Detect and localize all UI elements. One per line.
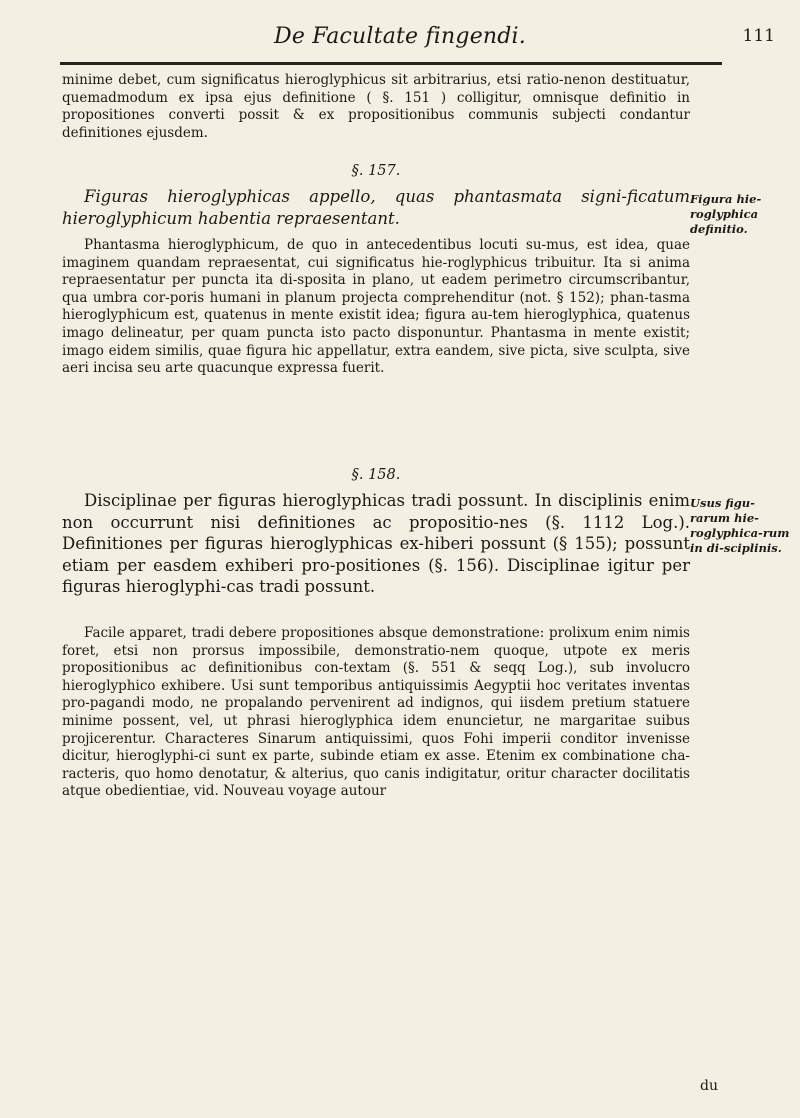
section-heading-158: §. 158. (351, 467, 401, 483)
running-title: De Facultate fingendi. (273, 24, 526, 49)
section-157-lead (62, 186, 690, 229)
margin-note-157: Figura hie-roglyphica definitio. (690, 192, 762, 236)
section-158-body (62, 625, 690, 801)
section-157-body (62, 237, 690, 378)
section-158-explanation: Facile apparet, tradi debere propositiones absque demonstratione: prolixum enim nimis foret, etsi non prorsus impossibile, demonstratio-nem quoque, utpote ex meris propositionibus ac definitionibus con-textam (§. 551 & seqq Log.), sub involucro hieroglyphico exhibere. Usi sunt temporibus antiquissimis Aegyptii hoc veritates inventas pro-pagandi modo, ne propalando pervenirent ad indignos, qui iisdem pretium statuere minime possent, vel, ut phrasi hieroglyphica idem enuncietur, ne margaritae suibus projicerentur. Characteres Sinarum antiquissimi, quos Fohi imperii conditor invenisse dicitur, hieroglyphi-ci sunt ex parte, subinde etiam ex asse. Etenim ex combinatione cha-racteris, quo homo denotatur, & alterius, quo canis indigitatur, oritur character docilitatis atque obedientiae, vid. Nouveau voyage autour (62, 625, 690, 800)
margin-note-158: Usus figu-rarum hie-roglyphica-rum in di-sciplinis. (690, 496, 790, 555)
section-heading-157: §. 157. (351, 163, 401, 179)
section-157-proposition: Figuras hieroglyphicas appello, quas phantasmata signi-ficatum hieroglyphicum habentia repraesentant. (62, 187, 690, 228)
section-158-proposition: Disciplinae per figuras hieroglyphicas tradi possunt. In disciplinis enim non occurrunt nisi definitiones ac propositio-nes (§. 1112 Log.). Definitiones per figuras hieroglyphicas ex-hiberi possunt (§ 155); possunt etiam per easdem exhiberi pro-positiones (§. 156). Disciplinae igitur per figuras hieroglyphi-cas tradi possunt. (62, 491, 690, 596)
page-number: 111 (742, 26, 775, 46)
paragraph-text: minime debet, cum significatus hieroglyphicus sit arbitrarius, etsi ratio-nenon destituatur, quemadmodum ex ipsa ejus definitione ( §. 151 ) colligitur, omnisque definitio in propositiones converti possit & ex propositionibus communis subjecti condantur definitiones ejusdem. (62, 72, 690, 141)
header-rule (60, 62, 722, 65)
section-157-explanation: Phantasma hieroglyphicum, de quo in antecedentibus locuti su-mus, est idea, quae imaginem quandam repraesentat, cui significatus hie-roglyphicus tribuitur. Ita si anima repraesentatur per puncta ita di-sposita in plano, ut eadem perimetro circumscribantur, qua umbra cor-poris humani in planum projecta comprehenditur (not. § 152); phan-tasma hieroglyphicum est, quatenus in mente existit idea; figura au-tem hieroglyphica, quatenus imago delineatur, per quam puncta isto pacto disponuntur. Phantasma in mente existit; imago eidem similis, quae figura hic appellatur, extra eandem, sive picta, sive sculpta, sive aeri incisa seu arte quacunque expressa fuerit. (62, 237, 690, 377)
page-header (0, 22, 800, 56)
paragraph-continuation (62, 72, 690, 142)
section-158-lead (62, 490, 690, 598)
catchword: du (700, 1078, 718, 1094)
